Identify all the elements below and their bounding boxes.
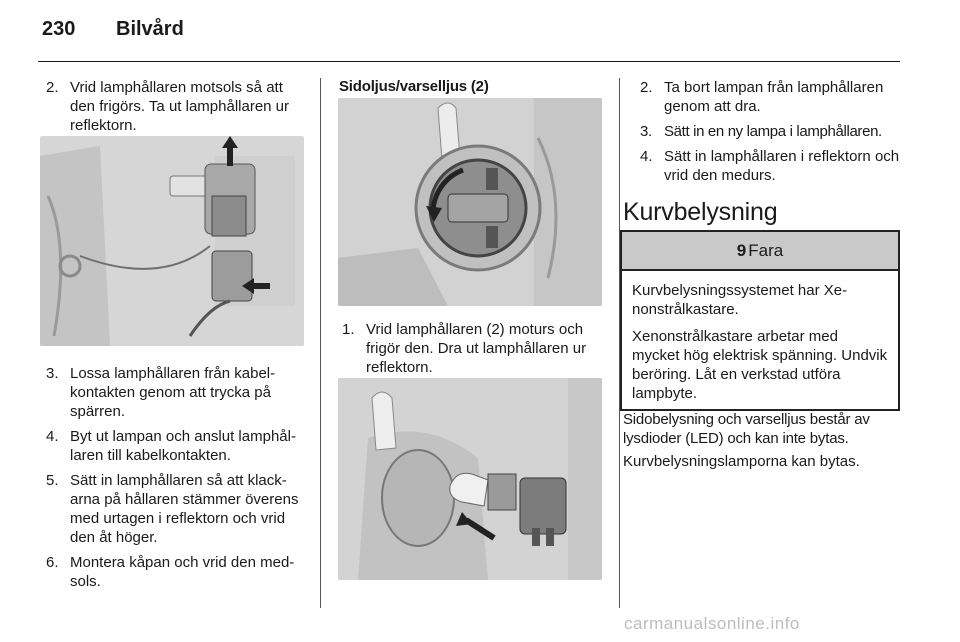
figure-illustration: [40, 136, 304, 346]
step-2: [640, 78, 902, 116]
warning-body: [622, 271, 898, 409]
step-number: 4.: [46, 428, 59, 445]
warning-symbol-icon: 9: [736, 240, 747, 260]
figure-illustration: [338, 98, 602, 306]
step-text: Byt ut lampan och anslut lamphållaren till kabelkontakten.: [70, 428, 296, 464]
step-number: 3.: [640, 123, 652, 140]
step-text: Sätt in en ny lampa i lamphållaren.: [664, 123, 882, 140]
header-rule: [38, 61, 900, 62]
figure-bulb-holder-removal: [40, 136, 304, 346]
step-number: 2.: [46, 79, 59, 96]
step-number: 6.: [46, 554, 59, 571]
step-4: [640, 147, 902, 185]
figure-side-light-holder: [338, 98, 602, 306]
warning-paragraph: Xenonstrålkastare arbetar med mycket hög elektrisk spänning. Undvik beröring. Låt en verkstad utföra lampbyte.: [632, 328, 888, 402]
watermark: carmanualsonline.info: [624, 614, 800, 633]
page-title: Bilvård: [116, 18, 184, 40]
step-3: [46, 364, 308, 421]
warning-title: Fara: [748, 240, 784, 260]
step-text: Montera kåpan och vrid den medsols.: [70, 554, 295, 590]
step-text: Vrid lamphållaren (2) moturs och frigör den. Dra ut lamphållaren ur reflektorn.: [366, 321, 587, 376]
column-divider-1: [320, 78, 321, 608]
steps-list-col3: [640, 78, 902, 185]
step-text: Lossa lamphållaren från kabelkontakten genom att trycka på spärren.: [70, 365, 276, 420]
page-number: 230: [42, 18, 76, 40]
step-number: 1.: [342, 321, 355, 338]
step-5: [46, 471, 308, 547]
step-number: 4.: [640, 148, 653, 165]
warning-header: [622, 232, 898, 271]
warning-box: [620, 230, 900, 411]
step-number: 5.: [46, 472, 59, 489]
section-heading: Kurvbelysning: [623, 198, 778, 226]
step-text: Vrid lamphållaren motsols så att den frigörs. Ta ut lamphållaren ur reflektorn.: [70, 79, 290, 134]
step-4: [46, 427, 308, 465]
step-2: [46, 78, 308, 135]
step-text: Ta bort lampan från lamphållaren genom att dra.: [664, 79, 884, 115]
step-text: Sätt in lamphållaren så att klackarna på hållaren stämmer överens med urtagen i reflektorn och vrid den åt höger.: [70, 472, 299, 546]
step-6: [46, 553, 308, 591]
step-text: Sätt in lamphållaren i reflektorn och vrid den medurs.: [664, 148, 900, 184]
body-paragraph: Sidobelysning och varselljus består av lysdioder (LED) och kan inte bytas.: [623, 411, 870, 447]
steps-list-col1: [46, 364, 308, 591]
body-paragraph: Kurvbelysningslamporna kan bytas.: [623, 453, 860, 470]
step-3: [640, 122, 902, 141]
step-1: [342, 320, 604, 377]
step-number: 3.: [46, 365, 59, 382]
warning-paragraph: Kurvbelysningssystemet har Xenonstrålkastare.: [632, 282, 848, 318]
figure-bulb-replacement: [338, 378, 602, 580]
section-subheading: Sidoljus/varselljus (2): [339, 78, 489, 95]
figure-illustration: [338, 378, 602, 580]
step-number: 2.: [640, 79, 653, 96]
